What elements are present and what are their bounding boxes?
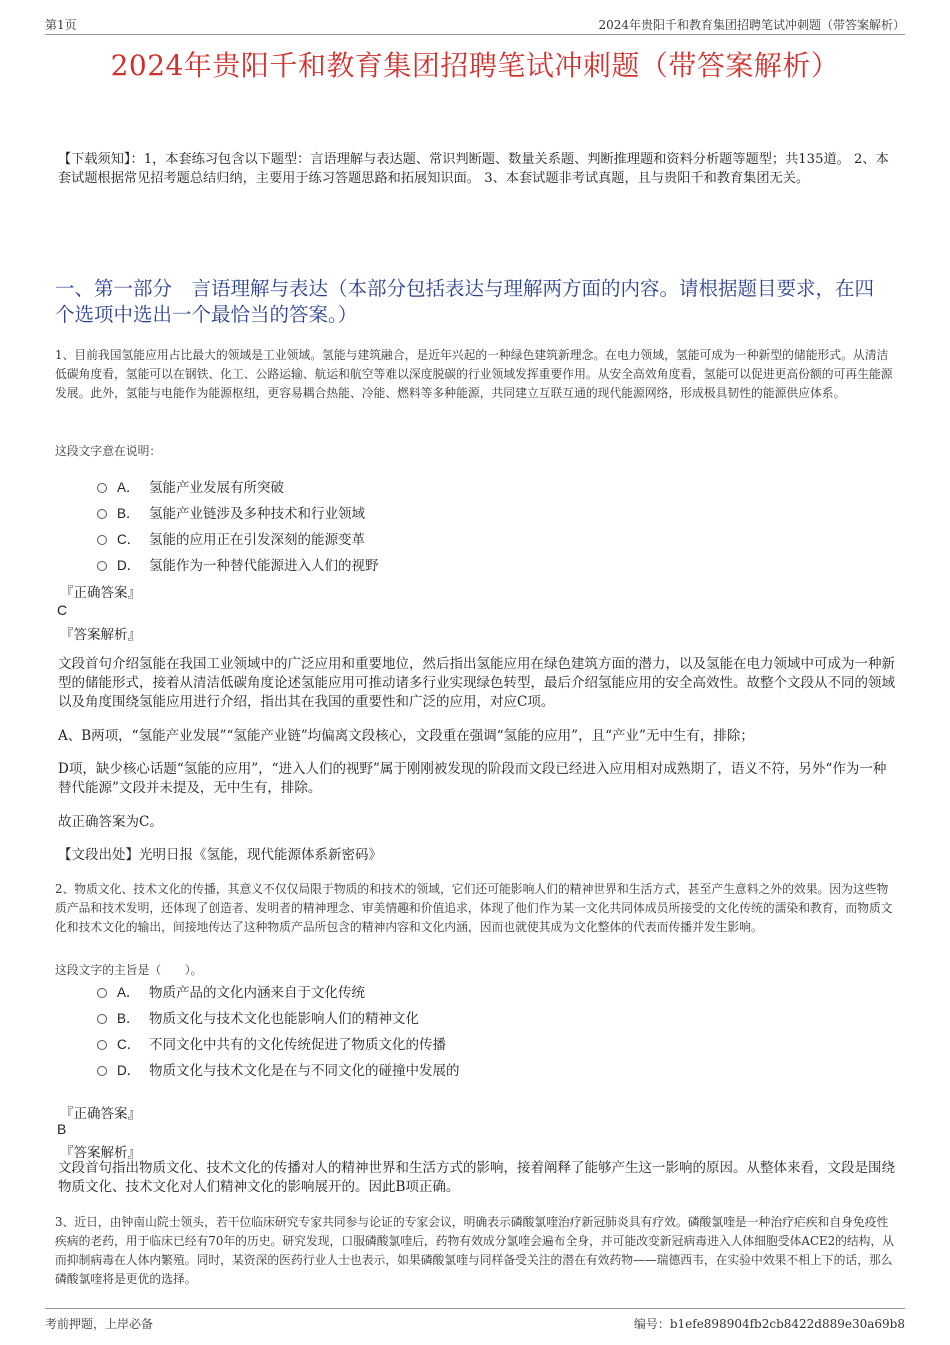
footer-serial: 编号：b1efe898904fb2cb8422d889e30a69b8	[633, 1317, 905, 1331]
option-key: D．	[117, 1063, 141, 1078]
q1-option-c[interactable]	[97, 525, 379, 551]
header-doc-title: 2024年贵阳千和教育集团招聘笔试冲刺题（带答案解析）	[598, 18, 905, 32]
q2-analysis: 文段首句指出物质文化、技术文化的传播对人的精神世界和生活方式的影响，接着阐释了能够产生这一影响的原因。从整体来看，文段是围绕物质文化、技术文化对人们精神文化的影响展开的。因此B项正确。	[58, 1160, 895, 1195]
page-footer	[45, 1308, 905, 1339]
q1-answer-label: 『正确答案』	[60, 585, 141, 601]
radio-icon[interactable]	[97, 1040, 107, 1050]
radio-icon[interactable]	[97, 1066, 107, 1076]
q2-analysis-label: 『答案解析』	[60, 1145, 141, 1161]
q1-options	[97, 473, 379, 577]
option-text: 氢能产业发展有所突破	[149, 480, 284, 496]
option-key: C．	[117, 532, 141, 547]
download-notice: 【下载须知】：1，本套练习包含以下题型：言语理解与表达题、常识判断题、数量关系题、判断推理题和资料分析题等题型；共135道。 2、本套试题根据常见招考题总结归纳，主要用于练习答题思路和拓展知识面。 3、本套试题非考试真题，且与贵阳千和教育集团无关。	[58, 152, 889, 186]
radio-icon[interactable]	[97, 1014, 107, 1024]
radio-icon[interactable]	[97, 535, 107, 545]
q1-analysis-4: 故正确答案为C。	[58, 814, 163, 830]
option-text: 物质产品的文化内涵来自于文化传统	[149, 985, 365, 1001]
option-key: A．	[117, 480, 140, 495]
option-key: B．	[117, 506, 140, 521]
page-header	[45, 14, 905, 35]
page-title: 2024年贵阳千和教育集团招聘笔试冲刺题（带答案解析）	[110, 49, 840, 82]
q1-prompt: 这段文字意在说明：	[55, 444, 162, 458]
option-key: D．	[117, 558, 141, 573]
radio-icon[interactable]	[97, 561, 107, 571]
page-number: 第1页	[45, 18, 77, 32]
q1-source: 【文段出处】光明日报《氢能，现代能源体系新密码》	[58, 847, 382, 863]
q2-prompt: 这段文字的主旨是（ ）。	[55, 963, 203, 977]
option-text: 氢能的应用正在引发深刻的能源变革	[149, 532, 365, 548]
option-text: 不同文化中共有的文化传统促进了物质文化的传播	[149, 1037, 446, 1053]
option-key: A．	[117, 985, 140, 1000]
option-text: 氢能产业链涉及多种技术和行业领域	[149, 506, 365, 522]
footer-slogan: 考前押题，上岸必备	[45, 1317, 154, 1331]
q3-passage: 3、近日，由钟南山院士领头，若干位临床研究专家共同参与论证的专家会议，明确表示磷酸氯喹治疗新冠肺炎具有疗效。磷酸氯喹是一种治疗疟疾和自身免疫性疾病的老药，用于临床已经有70年的历史。研究发现，口服磷酸氯喹后，药物有效成分氯喹会遍布全身，并可能改变新冠病毒进入人体细胞受体ACE2的结构，从而抑制病毒在人体内繁殖。同时，某资深的医药行业人士也表示，如果磷酸氯喹与同样备受关注的潜在有效药物——瑞德西韦，在实验中效果不相上下的话，那么磷酸氯喹将是更优的选择。	[55, 1215, 895, 1286]
q1-option-d[interactable]	[97, 551, 379, 577]
q1-passage: 1、目前我国氢能应用占比最大的领域是工业领域。氢能与建筑融合，是近年兴起的一种绿色建筑新理念。在电力领域，氢能可成为一种新型的储能形式。从清洁低碳角度看，氢能可以在钢铁、化工、公路运输、航运和航空等难以深度脱碳的行业领域发挥重要作用。从安全高效角度看，氢能可以促进更高份额的可再生能源发展。此外，氢能与电能作为能源枢纽，更容易耦合热能、冷能、燃料等多种能源，共同建立互联互通的现代能源网络，形成极具韧性的能源供应体系。	[55, 348, 893, 400]
q2-option-c[interactable]	[97, 1030, 460, 1056]
option-text: 氢能作为一种替代能源进入人们的视野	[149, 558, 379, 574]
q2-option-b[interactable]	[97, 1004, 460, 1030]
radio-icon[interactable]	[97, 988, 107, 998]
q1-option-a[interactable]	[97, 473, 379, 499]
q2-answer: B	[57, 1121, 67, 1137]
q2-option-d[interactable]	[97, 1056, 460, 1082]
radio-icon[interactable]	[97, 509, 107, 519]
q1-option-b[interactable]	[97, 499, 379, 525]
q1-analysis-2: A、B两项，“氢能产业发展”“氢能产业链”均偏离文段核心，文段重在强调“氢能的应用”，且“产业”无中生有，排除；	[58, 728, 754, 744]
q1-analysis-1: 文段首句介绍氢能在我国工业领域中的广泛应用和重要地位，然后指出氢能应用在绿色建筑方面的潜力，以及氢能在电力领域中可成为一种新型的储能形式，接着从清洁低碳角度论述氢能应用可推动诸多行业实现绿色转型，最后介绍氢能应用的安全高效性。故整个文段从不同的领域以及角度围绕氢能应用进行介绍，指出其在我国的重要性和广泛的应用，对应C项。	[58, 656, 895, 710]
q2-option-a[interactable]	[97, 978, 460, 1004]
option-key: B．	[117, 1011, 140, 1026]
q1-analysis-3: D项，缺少核心话题“氢能的应用”，“进入人们的视野”属于刚刚被发现的阶段而文段已经进入应用相对成熟期了，语义不符，另外“作为一种替代能源”文段并未提及，无中生有，排除。	[58, 761, 887, 796]
q2-answer-label: 『正确答案』	[60, 1106, 141, 1122]
option-text: 物质文化与技术文化是在与不同文化的碰撞中发展的	[149, 1063, 460, 1079]
q1-answer: C	[57, 602, 68, 618]
option-text: 物质文化与技术文化也能影响人们的精神文化	[149, 1011, 419, 1027]
q2-passage: 2、物质文化、技术文化的传播，其意义不仅仅局限于物质的和技术的领域，它们还可能影响人们的精神世界和生活方式，甚至产生意料之外的效果。因为这些物质产品和技术发明，还体现了创造者、发明者的精神理念、审美情趣和价值追求，体现了他们作为某一文化共同体成员所接受的文化传统的濡染和教育，而物质文化和技术文化的输出，间接地传达了这种物质产品所包含的精神内容和文化内涵，因而也就使其成为文化整体的代表而传播并发生影响。	[55, 882, 893, 934]
option-key: C．	[117, 1037, 141, 1052]
q2-options	[97, 978, 460, 1082]
q1-analysis-label: 『答案解析』	[60, 627, 141, 643]
section-heading: 一、第一部分 言语理解与表达（本部分包括表达与理解两方面的内容。请根据题目要求，在四个选项中选出一个最恰当的答案。）	[55, 277, 875, 326]
radio-icon[interactable]	[97, 483, 107, 493]
